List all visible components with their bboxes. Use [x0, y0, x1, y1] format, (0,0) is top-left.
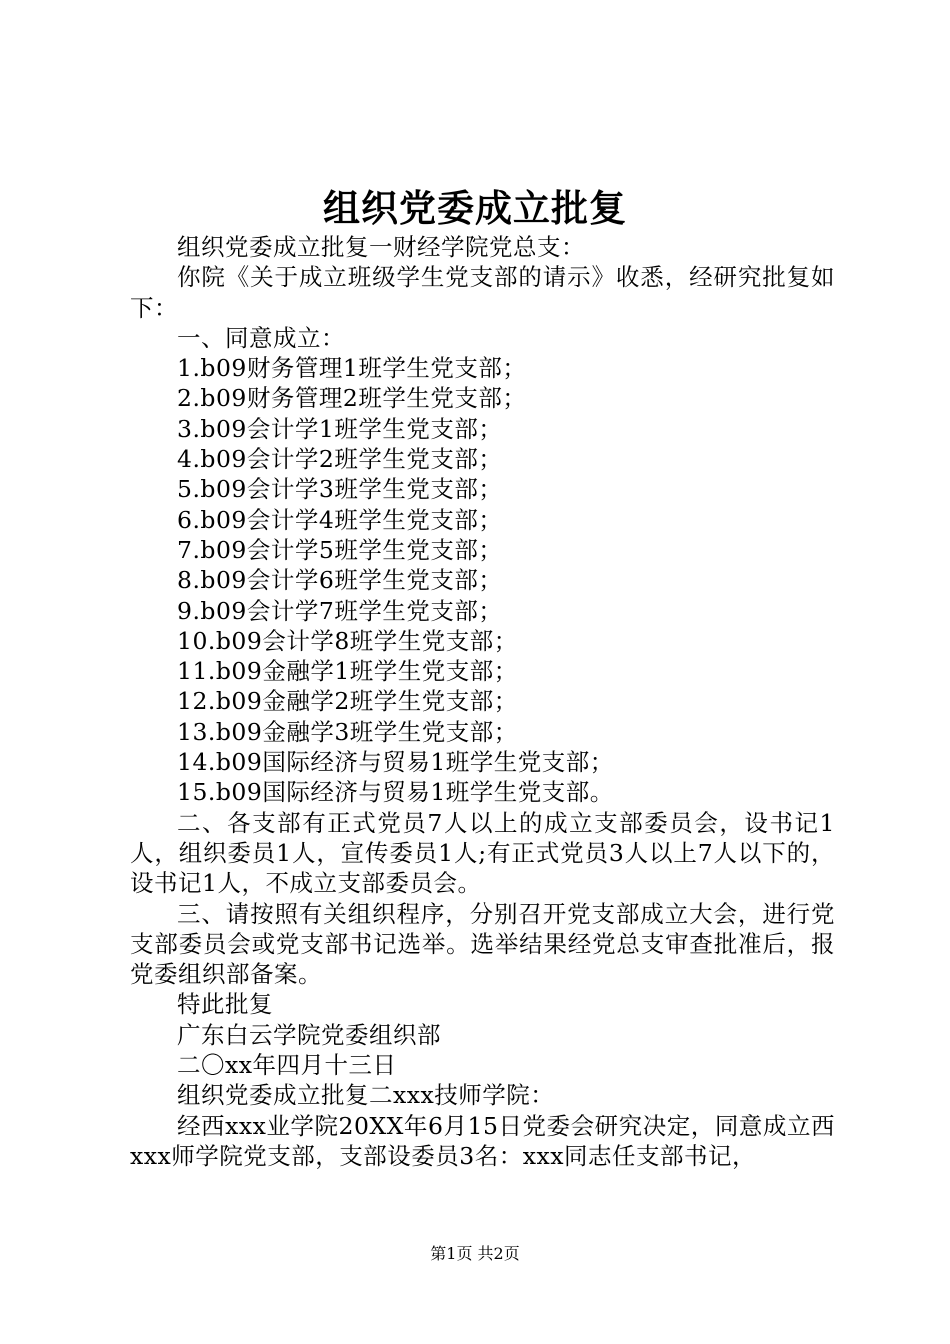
- paragraph: 一、同意成立：: [177, 323, 345, 352]
- list-item: 12.b09金融学2班学生党支部；: [177, 687, 518, 716]
- paragraph: 你院《关于成立班级学生党支部的请示》收悉，经研究批复如下：: [130, 263, 835, 322]
- list-item: 6.b09会计学4班学生党支部；: [177, 505, 503, 534]
- paragraph: 特此批复: [177, 990, 273, 1019]
- document-title: 组织党委成立批复: [323, 186, 627, 230]
- list-item: 11.b09金融学1班学生党支部；: [177, 657, 518, 686]
- document-body: [130, 232, 835, 1171]
- paragraph: 二、各支部有正式党员7人以上的成立支部委员会，设书记1人，组织委员1人，宣传委员1人;有正式党员3人以上7人以下的，设书记1人，不成立支部委员会。: [130, 808, 835, 898]
- paragraph: 三、请按照有关组织程序，分别召开党支部成立大会，进行党支部委员会或党支部书记选举。选举结果经党总支审查批准后，报党委组织部备案。: [130, 899, 835, 989]
- list-item: 5.b09会计学3班学生党支部；: [177, 475, 503, 504]
- list-item: 4.b09会计学2班学生党支部；: [177, 445, 503, 474]
- list-item: 9.b09会计学7班学生党支部；: [177, 596, 503, 625]
- list-item: 10.b09会计学8班学生党支部；: [177, 626, 518, 655]
- list-item: 15.b09国际经济与贸易1班学生党支部。: [177, 778, 614, 807]
- list-item: 2.b09财务管理2班学生党支部；: [177, 384, 527, 413]
- list-item: 3.b09会计学1班学生党支部；: [177, 414, 503, 443]
- signature-date: 二〇xx年四月十三日: [177, 1051, 397, 1080]
- list-item: 13.b09金融学3班学生党支部；: [177, 717, 518, 746]
- signature-organization: 广东白云学院党委组织部: [177, 1020, 441, 1049]
- list-item: 8.b09会计学6班学生党支部；: [177, 566, 503, 595]
- paragraph: 组织党委成立批复一财经学院党总支：: [177, 233, 585, 261]
- paragraph: 组织党委成立批复二xxx技师学院：: [177, 1081, 555, 1110]
- list-item: 7.b09会计学5班学生党支部；: [177, 535, 503, 564]
- list-item: 1.b09财务管理1班学生党支部；: [177, 354, 527, 383]
- paragraph: 经西xxx业学院20XX年6月15日党委会研究决定，同意成立西xxx师学院党支部，支部设委员3名：xxx同志任支部书记，: [130, 1111, 835, 1170]
- list-item: 14.b09国际经济与贸易1班学生党支部；: [177, 748, 614, 777]
- page-footer: 第1页 共2页: [430, 1244, 520, 1263]
